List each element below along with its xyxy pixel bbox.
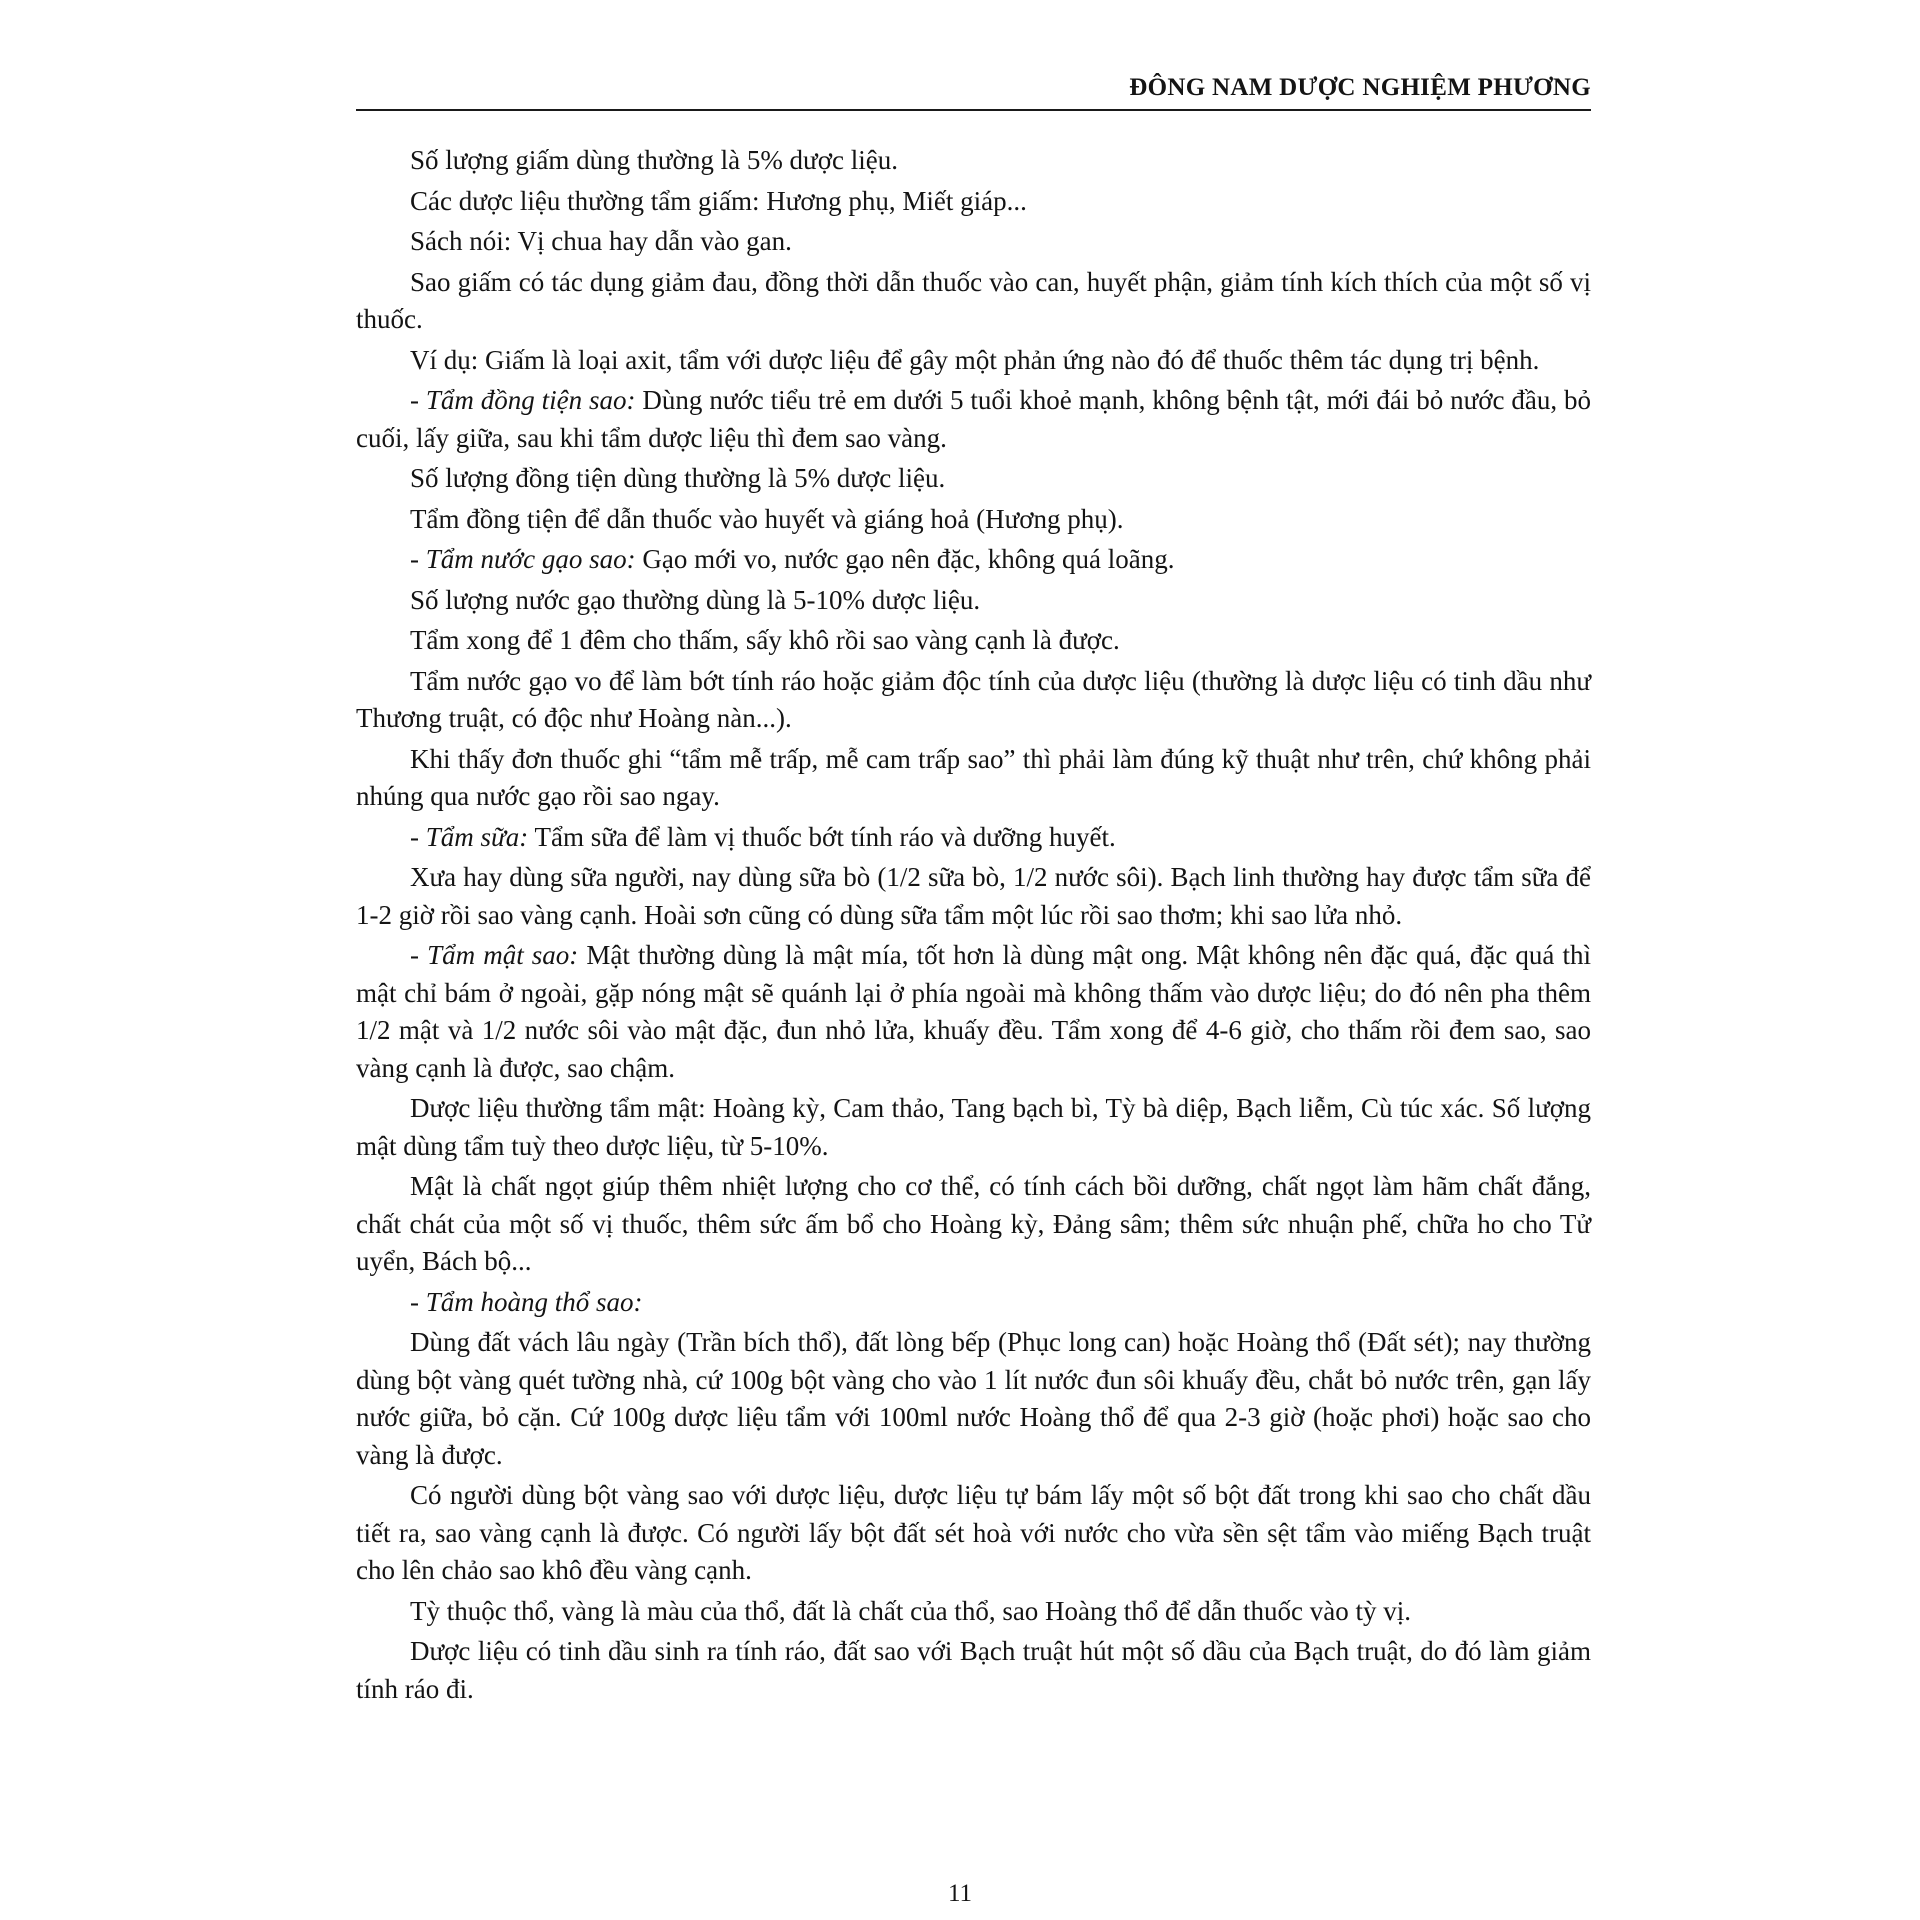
paragraph: Tẩm đồng tiện để dẫn thuốc vào huyết và giáng hoả (Hương phụ). — [410, 503, 1124, 534]
paragraph: Sách nói: Vị chua hay dẫn vào gan. — [410, 226, 792, 256]
paragraph: - Tẩm mật sao: Mật thường dùng là mật mía, tốt hơn là dùng mật ong. Mật không nên đặc quá, đặc quá thì mật chỉ bám ở ngoài, gặp nóng mật sẽ quánh lại ở phía ngoài mà không thấm vào dược liệu; do đó nên pha thêm 1/2 mật và 1/2 nước sôi vào mật đặc, đun nhỏ lửa, khuấy đều. Tẩm xong để 4-6 giờ, cho thấm rồi đem sao, sao vàng cạnh là được, sao chậm. — [356, 940, 1591, 1083]
page-number: 11 — [947, 1880, 973, 1907]
paragraph: Dược liệu thường tẩm mật: Hoàng kỳ, Cam thảo, Tang bạch bì, Tỳ bà diệp, Bạch liễm, Cù túc xác. Số lượng mật dùng tẩm tuỳ theo dược liệu, từ 5-10%. — [356, 1093, 1591, 1161]
paragraph: Xưa hay dùng sữa người, nay dùng sữa bò (1/2 sữa bò, 1/2 nước sôi). Bạch linh thường hay được tẩm sữa để 1-2 giờ rồi sao vàng cạnh. Hoài sơn cũng có dùng sữa tẩm một lúc rồi sao thơm; khi sao lửa nhỏ. — [356, 862, 1591, 930]
paragraph: Sao giấm có tác dụng giảm đau, đồng thời dẫn thuốc vào can, huyết phận, giảm tính kích thích của một số vị thuốc. — [356, 266, 1591, 334]
paragraph: Tẩm xong để 1 đêm cho thấm, sấy khô rồi sao vàng cạnh là được. — [410, 625, 1120, 655]
paragraph: Khi thấy đơn thuốc ghi “tẩm mễ trấp, mễ cam trấp sao” thì phải làm đúng kỹ thuật như trên, chứ không phải nhúng qua nước gạo rồi sao ngay. — [356, 743, 1591, 811]
paragraph: - Tẩm nước gạo sao: Gạo mới vo, nước gạo nên đặc, không quá loãng. — [410, 544, 1175, 574]
paragraph: Dùng đất vách lâu ngày (Trần bích thổ), đất lòng bếp (Phục long can) hoặc Hoàng thổ (Đất sét); nay thường dùng bột vàng quét tường nhà, cứ 100g bột vàng cho vào 1 lít nước đun sôi khuấy đều, chắt bỏ nước trên, gạn lấy nước giữa, bỏ cặn. Cứ 100g dược liệu tẩm với 100ml nước Hoàng thổ để qua 2-3 giờ (hoặc phơi) hoặc sao cho vàng là được. — [356, 1327, 1591, 1470]
running-header: ĐÔNG NAM DƯỢC NGHIỆM PHƯƠNG — [1129, 74, 1591, 101]
paragraph: Ví dụ: Giấm là loại axit, tẩm với dược liệu để gây một phản ứng nào đó để thuốc thêm tác dụng trị bệnh. — [410, 344, 1540, 375]
paragraph: - Tẩm hoàng thổ sao: — [410, 1286, 643, 1317]
paragraph: Tỳ thuộc thổ, vàng là màu của thổ, đất là chất của thổ, sao Hoàng thổ để dẫn thuốc vào tỳ vị. — [410, 1595, 1411, 1626]
paragraph: - Tẩm đồng tiện sao: Dùng nước tiểu trẻ em dưới 5 tuổi khoẻ mạnh, không bệnh tật, mới đái bỏ nước đầu, bỏ cuối, lấy giữa, sau khi tẩm dược liệu thì đem sao vàng. — [356, 385, 1591, 453]
page-body — [356, 142, 1591, 1711]
paragraph: Dược liệu có tinh dầu sinh ra tính ráo, đất sao với Bạch truật hút một số dầu của Bạch truật, do đó làm giảm tính ráo đi. — [356, 1636, 1591, 1704]
paragraph: Số lượng giấm dùng thường là 5% dược liệu. — [410, 145, 898, 175]
header-rule — [356, 109, 1591, 111]
paragraph: Số lượng nước gạo thường dùng là 5-10% dược liệu. — [410, 584, 981, 615]
paragraph: Các dược liệu thường tẩm giấm: Hương phụ, Miết giáp... — [410, 185, 1027, 216]
paragraph: - Tẩm sữa: Tẩm sữa để làm vị thuốc bớt tính ráo và dưỡng huyết. — [410, 821, 1116, 852]
paragraph: Tẩm nước gạo vo để làm bớt tính ráo hoặc giảm độc tính của dược liệu (thường là dược liệu có tinh dầu như Thương truật, có độc như Hoàng nàn...). — [356, 665, 1591, 733]
paragraph: Số lượng đồng tiện dùng thường là 5% dược liệu. — [410, 463, 946, 493]
paragraph: Có người dùng bột vàng sao với dược liệu, dược liệu tự bám lấy một số bột đất trong khi sao cho chất dầu tiết ra, sao vàng cạnh là được. Có người lấy bột đất sét hoà với nước cho vừa sền sệt tẩm vào miếng Bạch truật cho lên chảo sao khô đều vàng cạnh. — [356, 1480, 1591, 1585]
paragraph: Mật là chất ngọt giúp thêm nhiệt lượng cho cơ thể, có tính cách bồi dưỡng, chất ngọt làm hãm chất đắng, chất chát của một số vị thuốc, thêm sức ấm bổ cho Hoàng kỳ, Đảng sâm; thêm sức nhuận phế, chữa ho cho Tử uyển, Bách bộ... — [356, 1171, 1591, 1276]
